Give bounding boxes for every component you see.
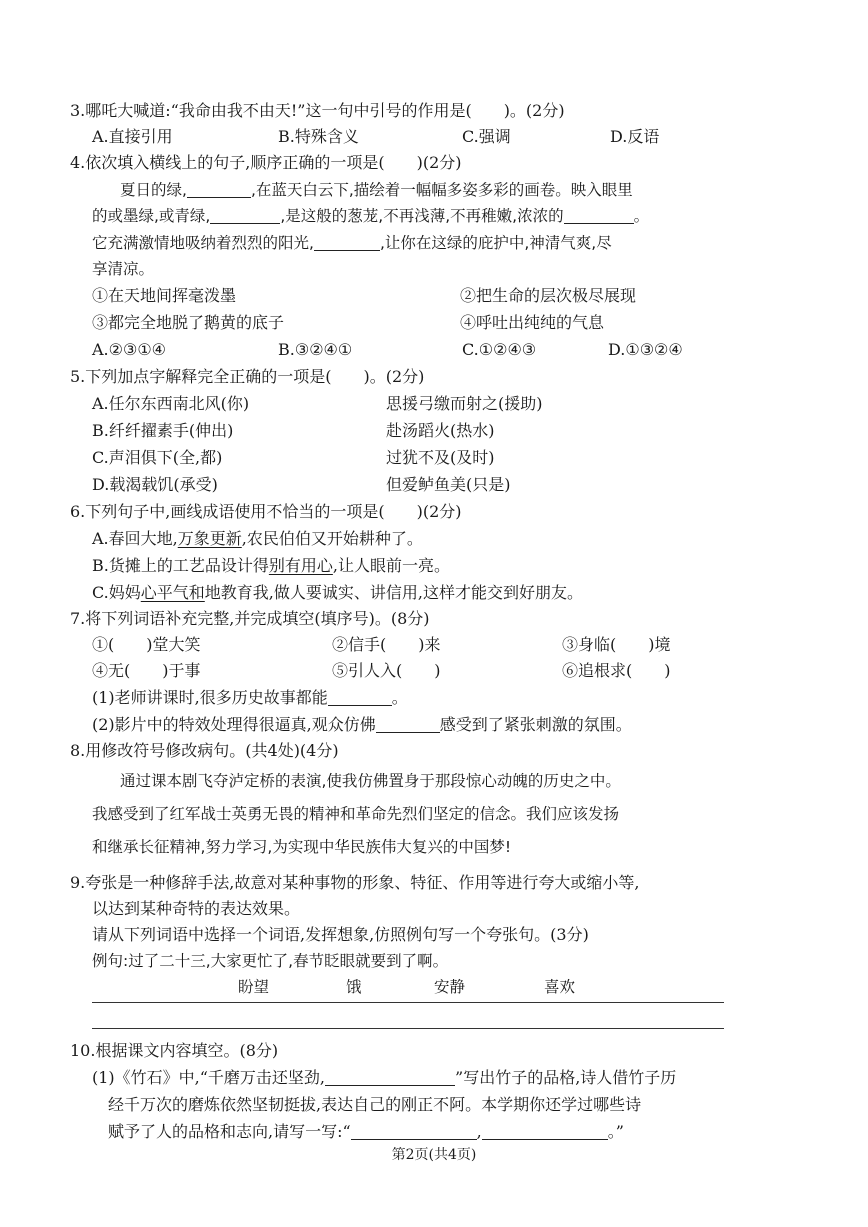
q3-option-b: B.特殊含义 [278, 127, 359, 146]
q4-passage-line-1 [120, 177, 633, 203]
q10-text: 。” [607, 1122, 624, 1141]
q10-text: ”写出竹子的品格,诗人借竹子历 [455, 1068, 677, 1087]
q9-word-3: 安静 [434, 978, 466, 996]
q9-word-1: 盼望 [238, 978, 270, 996]
q10-text: , [476, 1122, 482, 1141]
q6-text: B.货摊上的工艺品设计得 [92, 556, 269, 575]
q4-text: ,在蓝天白云下,描绘着一幅幅多姿多彩的画卷。映入眼里 [250, 181, 633, 199]
q4-blank-2[interactable] [210, 205, 280, 224]
q7-word-6[interactable]: ⑥追根求( ) [562, 661, 671, 680]
q9-example: 例句:过了二十三,大家更忙了,春节眨眼就要到了啊。 [92, 952, 449, 970]
q7-word-3[interactable]: ③身临( )境 [562, 635, 671, 654]
q6-text: ,农民伯伯又开始耕种了。 [241, 529, 423, 548]
q5-stem: 5.下列加点字解释完全正确的一项是( )。(2分) [70, 367, 425, 386]
q3-option-d: D.反语 [610, 127, 660, 146]
q8-passage-line-2: 我感受到了红军战士英勇无畏的精神和革命先烈们坚定的信念。我们应该发扬 [92, 805, 620, 823]
q4-text: ,是这般的葱茏,不再浅薄,不再稚嫩,浓浓的 [280, 207, 564, 225]
q10-text: 赋予了人的品格和志向,请写一写:“ [108, 1122, 351, 1141]
q6-underlined-idiom: 别有用心 [268, 556, 333, 575]
q9-stem-line-1: 9.夸张是一种修辞手法,故意对某种事物的形象、特征、作用等进行夸大或缩小等, [70, 873, 640, 892]
q4-text: 。 [633, 207, 650, 225]
q6-option-c [92, 580, 583, 606]
q4-text: 夏日的绿, [120, 181, 187, 199]
q9-word-4: 喜欢 [544, 978, 576, 996]
q3-option-c: C.强调 [462, 127, 511, 146]
q6-stem: 6.下列句子中,画线成语使用不恰当的一项是( )(2分) [70, 502, 462, 521]
q7-blank-2[interactable] [376, 714, 440, 733]
q4-blank-3[interactable] [564, 205, 634, 224]
q7-text: (2)影片中的特效处理得很逼真,观众仿佛 [92, 715, 376, 734]
q9-word-2: 饿 [346, 978, 362, 996]
page-number: 第2页(共4页) [391, 1147, 477, 1163]
q5-option-a-left: A.任尔东西南北风(你) [92, 394, 250, 413]
q10-blank-2[interactable] [351, 1121, 477, 1140]
q5-option-a-right: 思援弓缴而射之(援助) [386, 394, 543, 413]
q6-option-a [92, 526, 423, 552]
q5-option-d-left: D.载渴载饥(承受) [92, 475, 218, 494]
q6-text: 地教育我,做人要诚实、讲信用,这样才能交到好朋友。 [204, 583, 583, 602]
q7-fill-1 [92, 685, 408, 711]
q7-text: 。 [391, 688, 408, 707]
q4-sentence-1: ①在天地间挥毫泼墨 [92, 286, 237, 305]
q7-text: (1)老师讲课时,很多历史故事都能 [92, 688, 328, 707]
q4-sentence-3: ③都完全地脱了鹅黄的底子 [92, 313, 285, 332]
q5-option-d-right: 但爱鲈鱼美(只是) [386, 475, 511, 494]
q3-option-a: A.直接引用 [92, 127, 173, 146]
q4-blank-1[interactable] [187, 179, 251, 198]
q7-text: 感受到了紧张刺激的氛围。 [439, 715, 632, 734]
q10-line-3 [108, 1119, 624, 1145]
q5-option-b-right: 赴汤蹈火(热水) [386, 421, 495, 440]
q9-stem-line-2: 以达到某种奇特的表达效果。 [92, 899, 301, 918]
q10-line-2: 经千万次的磨炼依然坚韧挺拔,表达自己的刚正不阿。本学期你还学过哪些诗 [108, 1095, 642, 1114]
q4-option-c: C.①②④③ [462, 340, 537, 359]
q7-word-5[interactable]: ⑤引人入( ) [332, 661, 441, 680]
q4-passage-line-2 [92, 203, 649, 229]
q7-word-4[interactable]: ④无( )于事 [92, 661, 201, 680]
q10-line-1 [92, 1065, 676, 1091]
q4-passage-line-3 [92, 230, 612, 256]
q3-stem: 3.哪吒大喊道:“我命由我不由天!”这一句中引号的作用是( )。(2分) [70, 101, 565, 120]
q10-blank-1[interactable] [325, 1067, 455, 1086]
q4-option-a: A.②③①④ [92, 340, 167, 359]
q10-stem: 10.根据课文内容填空。(8分) [70, 1041, 279, 1060]
q7-fill-2 [92, 712, 632, 738]
q9-answer-line-1[interactable] [92, 1002, 724, 1003]
q8-passage-line-1: 通过课本剧飞夺泸定桥的表演,使我仿佛置身于那段惊心动魄的历史之中。 [120, 772, 621, 790]
q6-text: A.春回大地, [92, 529, 178, 548]
q8-stem: 8.用修改符号修改病句。(共4处)(4分) [70, 741, 339, 760]
q4-text: 它充满激情地吸纳着烈烈的阳光, [92, 234, 314, 252]
q4-text: 的或墨绿,或青绿, [92, 207, 211, 225]
q6-text: ,让人眼前一亮。 [332, 556, 450, 575]
q6-underlined-idiom: 心平气和 [140, 583, 205, 602]
q6-underlined-idiom: 万象更新 [177, 529, 242, 548]
q4-sentence-2: ②把生命的层次极尽展现 [460, 286, 637, 305]
q4-blank-4[interactable] [314, 232, 380, 251]
q10-text: (1)《竹石》中,“千磨万击还坚劲, [92, 1068, 326, 1087]
q5-option-c-right: 过犹不及(及时) [386, 448, 495, 467]
q6-option-b [92, 553, 450, 579]
q5-option-c-left: C.声泪俱下(全,都) [92, 448, 223, 467]
q7-blank-1[interactable] [328, 687, 392, 706]
q4-sentence-4: ④呼吐出纯纯的气息 [460, 313, 605, 332]
q4-text: ,让你在这绿的庇护中,神清气爽,尽 [379, 234, 612, 252]
q8-passage-line-3: 和继承长征精神,努力学习,为实现中华民族伟大复兴的中国梦! [92, 838, 512, 856]
q6-text: C.妈妈 [92, 583, 141, 602]
q9-instruction: 请从下列词语中选择一个词语,发挥想象,仿照例句写一个夸张句。(3分) [92, 925, 589, 944]
q4-option-b: B.③②④① [278, 340, 353, 359]
q9-answer-line-2[interactable] [92, 1028, 724, 1029]
q7-word-1[interactable]: ①( )堂大笑 [92, 635, 201, 654]
q4-stem: 4.依次填入横线上的句子,顺序正确的一项是( )(2分) [70, 153, 462, 172]
q4-option-d: D.①③②④ [608, 340, 683, 359]
q4-passage-line-4: 享清凉。 [92, 260, 155, 278]
q10-blank-3[interactable] [482, 1121, 608, 1140]
q7-stem: 7.将下列词语补充完整,并完成填空(填序号)。(8分) [70, 609, 430, 628]
q7-word-2[interactable]: ②信手( )来 [332, 635, 441, 654]
q5-option-b-left: B.纤纤擢素手(伸出) [92, 421, 234, 440]
